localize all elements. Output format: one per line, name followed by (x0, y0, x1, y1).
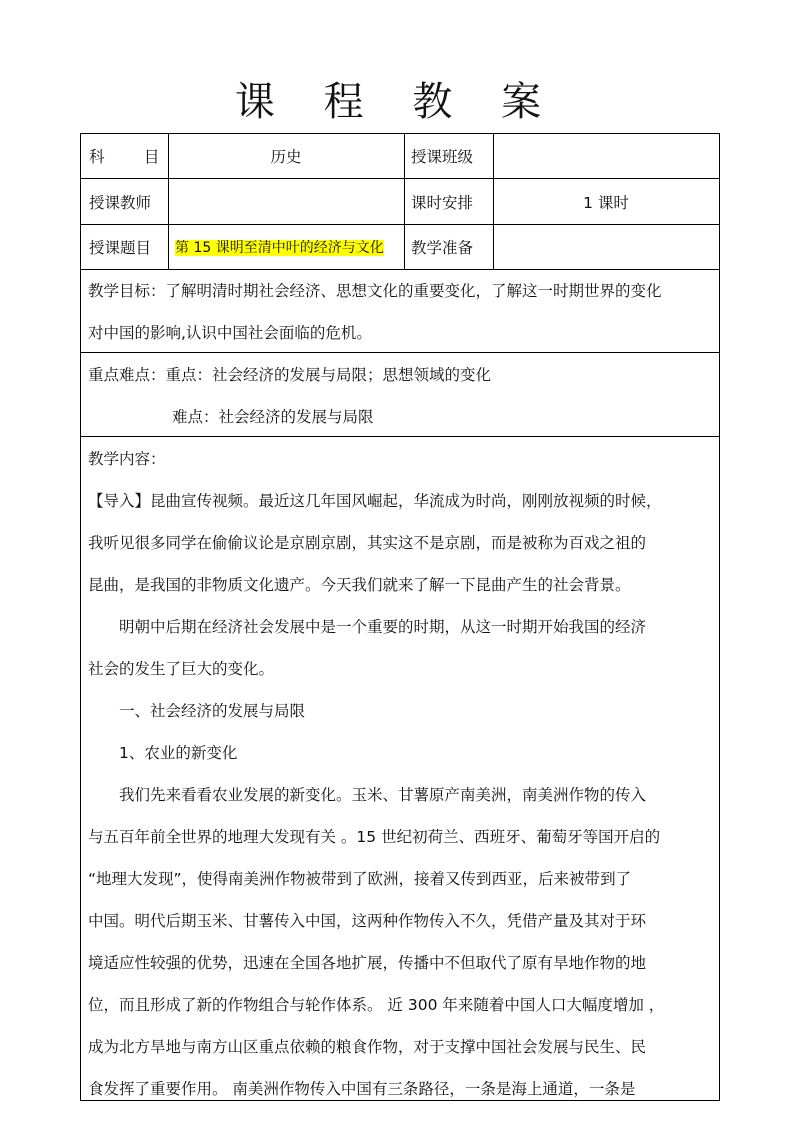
prep-label: 教学准备 (411, 239, 474, 257)
subject-label: 科 目 (89, 148, 160, 166)
objectives-section (88, 270, 716, 354)
content-line: 境适应性较强的优势，迅速在全国各地扩展，传播中不但取代了原有旱地作物的地 (88, 954, 647, 972)
topic-value (175, 238, 384, 258)
topic-label: 授课题目 (89, 239, 152, 257)
hours-value: 1 课时 (583, 194, 629, 212)
keypoints-line: 重点难点：重点：社会经济的发展与局限；思想领域的变化 (88, 366, 492, 384)
objectives-line: 教学目标：了解明清时期社会经济、思想文化的重要变化，了解这一时期世界的变化 (88, 282, 662, 300)
content-line: 一、社会经济的发展与局限 (88, 702, 306, 720)
content-line: 1、农业的新变化 (88, 744, 238, 762)
content-line: 位，而且形成了新的作物组合与轮作体系。 近 300 年来随着中国人口大幅度增加 ， (88, 996, 665, 1014)
col-divider (404, 134, 405, 269)
content-line: 明朝中后期在经济社会发展中是一个重要的时期，从这一时期开始我国的经济 (88, 618, 647, 636)
objectives-line: 对中国的影响,认识中国社会面临的危机。 (88, 324, 372, 342)
content-line: 食发挥了重要作用。 南美洲作物传入中国有三条路径，一条是海上通道，一条是 (88, 1080, 636, 1098)
content-line: 教学内容： (88, 450, 166, 468)
hours-label: 课时安排 (411, 194, 474, 212)
content-line: “地理大发现”，使得南美洲作物被带到了欧洲，接着又传到西亚，后来被带到了 (88, 870, 632, 888)
content-line: 我们先来看看农业发展的新变化。玉米、甘薯原产南美洲，南美洲作物的传入 (88, 786, 647, 804)
keypoints-line: 难点：社会经济的发展与局限 (172, 408, 374, 426)
content-line: 成为北方旱地与南方山区重点依赖的粮食作物，对于支撑中国社会发展与民生、民 (88, 1038, 647, 1056)
content-line: 昆曲，是我国的非物质文化遗产。今天我们就来了解一下昆曲产生的社会背景。 (88, 576, 631, 594)
keypoints-section (88, 354, 716, 438)
page-title: 课 程 教 案 (234, 79, 560, 125)
teacher-label: 授课教师 (89, 194, 152, 212)
content-line: 社会的发生了巨大的变化。 (88, 660, 275, 678)
topic-highlight: 第 15 课明至清中叶的经济与文化 (175, 240, 384, 256)
content-line: 中国。明代后期玉米、甘薯传入中国，这两种作物传入不久，凭借产量及其对于环 (88, 912, 647, 930)
content-section (88, 438, 716, 1110)
content-line: 与五百年前全世界的地理大发现有关 。15 世纪初荷兰、西班牙、葡萄牙等国开启的 (88, 828, 661, 846)
row-divider (81, 224, 719, 225)
subject-value: 历史 (270, 148, 302, 166)
content-line: 我听见很多同学在偷偷议论是京剧京剧，其实这不是京剧，而是被称为百戏之祖的 (88, 534, 647, 552)
class-label: 授课班级 (411, 148, 474, 166)
content-line: 【导入】昆曲宣传视频。最近这几年国风崛起，华流成为时尚，刚刚放视频的时候， (88, 492, 662, 510)
row-divider (81, 178, 719, 179)
